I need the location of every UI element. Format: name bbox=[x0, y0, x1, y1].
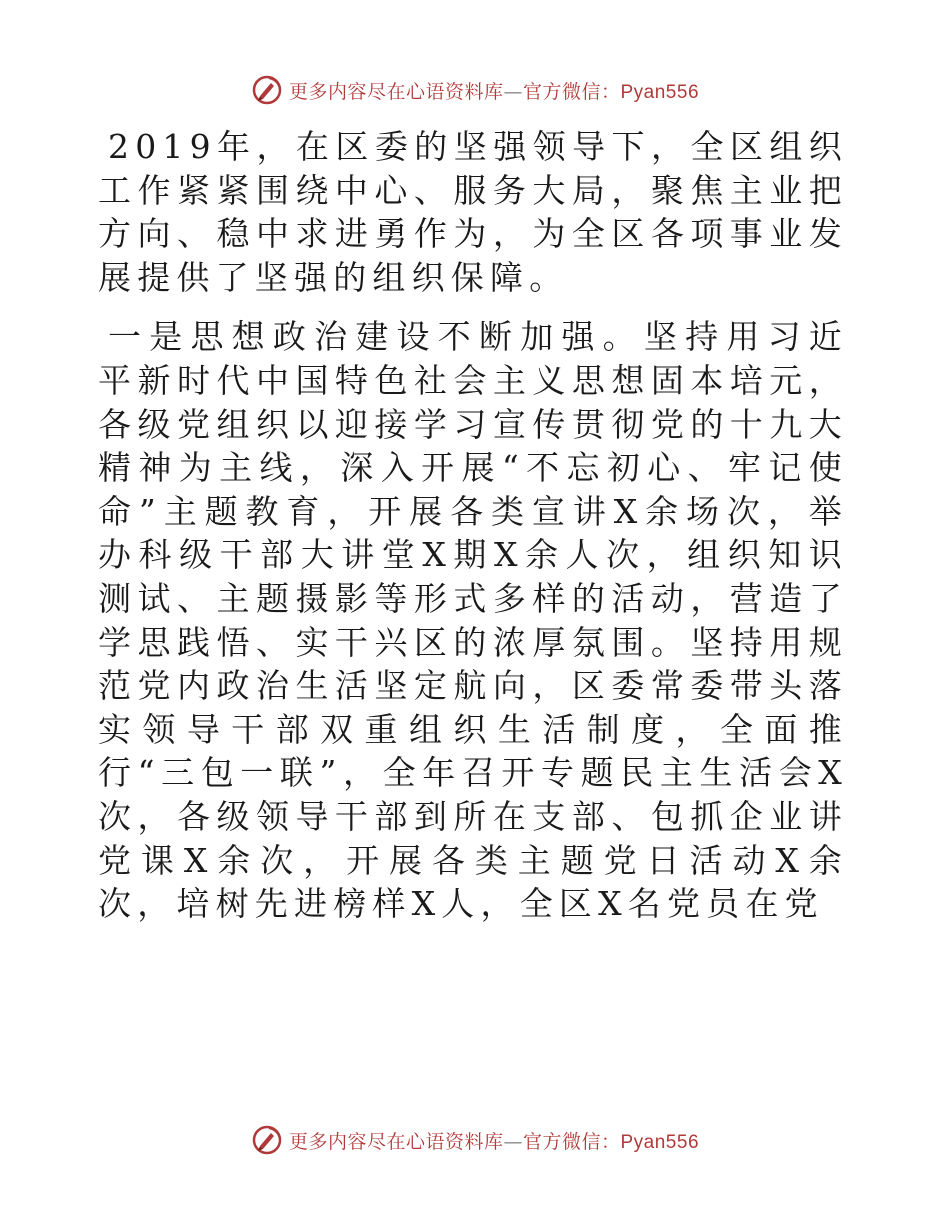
pen-logo-icon bbox=[251, 1124, 283, 1156]
footer-wechat-id: Pyan556 bbox=[620, 1131, 700, 1153]
header-wechat-id: Pyan556 bbox=[620, 81, 700, 103]
paragraph-intro: 2019年，在区委的坚强领导下，全区组织工作紧紧围绕中心、服务大局，聚焦主业把方向、稳中求进勇作为，为全区各项事业发展提供了坚强的组织保障。 bbox=[98, 127, 848, 297]
pen-logo-icon bbox=[251, 74, 283, 106]
header-text bbox=[289, 77, 699, 104]
header-banner bbox=[0, 70, 950, 110]
header-wechat-label: 官方微信： bbox=[522, 80, 621, 103]
footer-separator: — bbox=[503, 1130, 523, 1153]
header-site-text: 更多内容尽在心语资料库 bbox=[288, 80, 504, 103]
document-body bbox=[98, 125, 848, 926]
footer-text bbox=[289, 1127, 699, 1154]
footer-site-text: 更多内容尽在心语资料库 bbox=[288, 1130, 504, 1153]
paragraph-ideology: 一是思想政治建设不断加强。坚持用习近平新时代中国特色社会主义思想固本培元，各级党组织以迎接学习宣传贯彻党的十九大精神为主线，深入开展“不忘初心、牢记使命”主题教育，开展各类宣讲X余场次，举办科级干部大讲堂X期X余人次，组织知识测试、主题摄影等形式多样的活动，营造了学思践悟、实干兴区的浓厚氛围。坚持用规范党内政治生活坚定航向，区委常委带头落实领导干部双重组织生活制度，全面推行“三包一联”，全年召开专题民主生活会X次，各级领导干部到所在支部、包抓企业讲党课X余次，开展各类主题党日活动X余次，培树先进榜样X人，全区X名党员在党 bbox=[98, 317, 848, 924]
header-separator: — bbox=[503, 80, 523, 103]
footer-wechat-label: 官方微信： bbox=[522, 1130, 621, 1153]
footer-banner bbox=[0, 1120, 950, 1160]
